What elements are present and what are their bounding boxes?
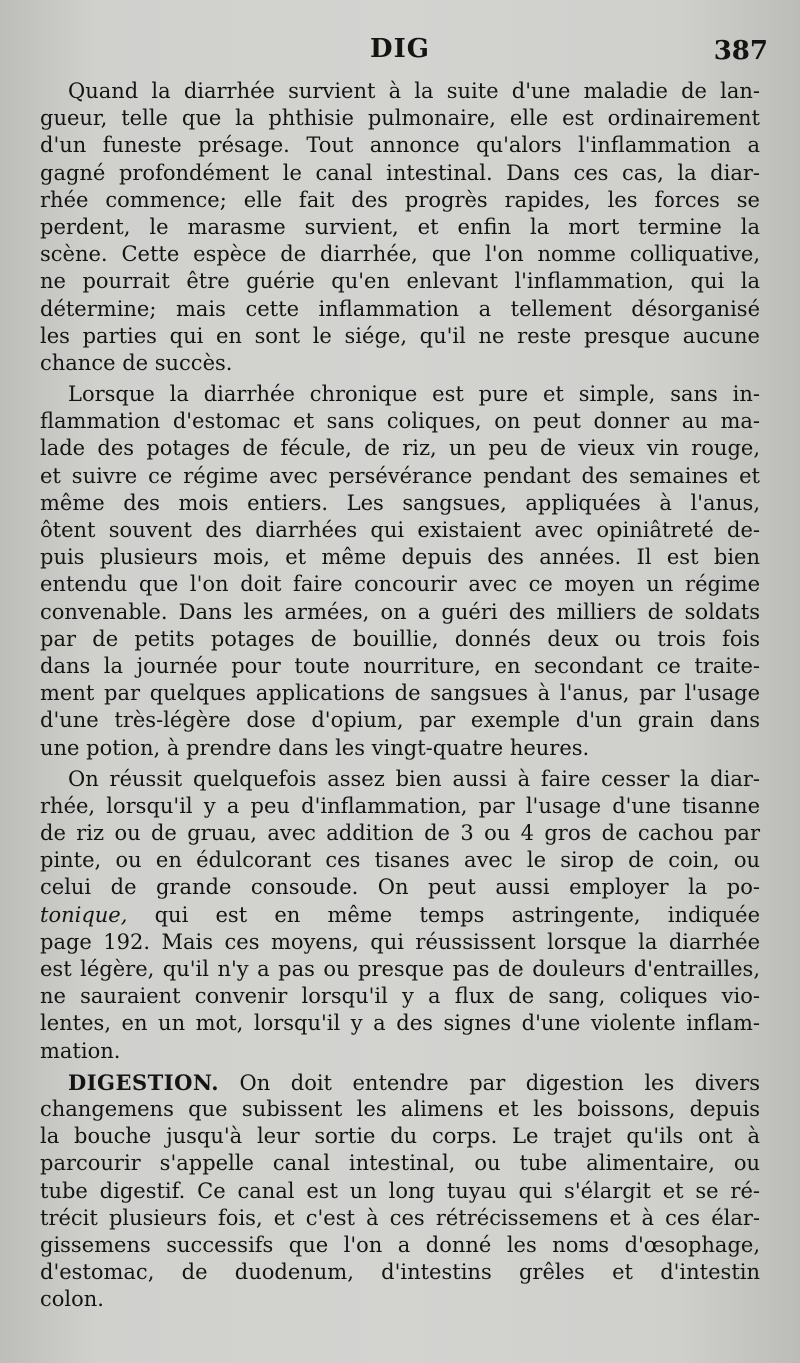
text-line: ne sauraient convenir lorsqu'il y a flux de sang, coliques vio- xyxy=(40,984,760,1009)
text-line: et suivre ce régime avec persévérance pendant des semaines et xyxy=(40,463,760,488)
text-line: de riz ou de gruau, avec addition de 3 ou 4 gros de cachou par xyxy=(40,821,760,846)
text-line: Quand la diarrhée survient à la suite d'une maladie de lan- xyxy=(68,79,760,103)
text-line: gueur, telle que la phthisie pulmonaire, elle est ordinairement xyxy=(40,106,760,131)
text-line: gissemens successifs que l'on a donné les noms d'œsophage, xyxy=(40,1232,760,1257)
text-line: d'estomac, de duodenum, d'intestins grêles et d'intestin xyxy=(40,1260,760,1285)
text-line: rhée, lorsqu'il y a peu d'inflammation, par l'usage d'une tisanne xyxy=(40,793,760,818)
text-run: qui est en même temps astringente, indiquée xyxy=(127,902,760,927)
text-line: la bouche jusqu'à leur sortie du corps. Le trajet qu'ils ont à xyxy=(40,1124,760,1149)
text-line: pinte, ou en édulcorant ces tisanes avec le sirop de coin, ou xyxy=(40,848,760,873)
paragraph-tisane-remedies xyxy=(40,766,760,1065)
text-line: On réussit quelquefois assez bien aussi à faire cesser la diar- xyxy=(68,766,760,791)
text-line: colon. xyxy=(40,1287,104,1312)
text-line: détermine; mais cette inflammation a tellement désorganisé xyxy=(40,296,760,321)
text-line xyxy=(40,902,760,929)
text-line: flammation d'estomac et sans coliques, on peut donner au ma- xyxy=(40,409,760,434)
text-line: lade des potages de fécule, de riz, un peu de vieux vin rouge, xyxy=(40,436,760,461)
text-line: entendu que l'on doit faire concourir avec ce moyen un régime xyxy=(40,572,760,597)
text-line: rhée commence; elle fait des progrès rapides, les forces se xyxy=(40,187,760,212)
text-line: est légère, qu'il n'y a pas ou presque pas de douleurs d'entrailles, xyxy=(40,957,760,981)
text-line: mation. xyxy=(40,1038,121,1063)
page-header xyxy=(0,34,800,74)
page-number: 387 xyxy=(713,36,768,66)
text-line xyxy=(40,1069,760,1096)
text-line: ment par quelques applications de sangsues à l'anus, par l'usage xyxy=(40,681,760,706)
text-line: gagné profondément le canal intestinal. Dans ces cas, la diar- xyxy=(40,160,760,185)
text-line: puis plusieurs mois, et même depuis des années. Il est bien xyxy=(40,545,760,570)
text-line: d'une très-légère dose d'opium, par exemple d'un grain dans xyxy=(40,708,760,733)
text-line: parcourir s'appelle canal intestinal, ou tube alimentaire, ou xyxy=(40,1151,760,1176)
paragraph-chronic-diarrhea xyxy=(40,381,760,762)
text-line: tube digestif. Ce canal est un long tuyau qui s'élargit et se ré- xyxy=(40,1178,760,1203)
text-line: d'un funeste présage. Tout annonce qu'alors l'inflammation a xyxy=(40,133,760,158)
text-line: par de petits potages de bouillie, donnés deux ou trois fois xyxy=(40,626,760,651)
body-text xyxy=(40,78,760,1313)
text-line: une potion, à prendre dans les vingt-quatre heures. xyxy=(40,735,590,760)
text-line: changemens que subissent les alimens et les boissons, depuis xyxy=(40,1096,760,1121)
running-head: DIG xyxy=(370,34,430,64)
text-line: convenable. Dans les armées, on a guéri des milliers de soldats xyxy=(40,599,760,624)
text-line: chance de succès. xyxy=(40,350,233,375)
text-line: Lorsque la diarrhée chronique est pure et simple, sans in- xyxy=(68,382,760,407)
text-line: ôtent souvent des diarrhées qui existaient avec opiniâtreté de- xyxy=(40,518,760,542)
text-line: scène. Cette espèce de diarrhée, que l'on nomme colliquative, xyxy=(40,242,760,267)
text-line: celui de grande consoude. On peut aussi employer la po- xyxy=(40,875,760,900)
text-line: lentes, en un mot, lorsqu'il y a des signes d'une violente inflam- xyxy=(40,1011,760,1036)
italic-term: tonique, xyxy=(40,902,128,927)
text-line: perdent, le marasme survient, et enfin la mort termine la xyxy=(40,214,760,239)
text-line: page 192. Mais ces moyens, qui réussissent lorsque la diarrhée xyxy=(40,929,760,954)
headword: DIGESTION. xyxy=(68,1069,220,1095)
text-line: même des mois entiers. Les sangsues, appliquées à l'anus, xyxy=(40,490,760,515)
text-line: les parties qui en sont le siége, qu'il ne reste presque aucune xyxy=(40,323,760,348)
entry-digestion xyxy=(40,1069,760,1314)
text-line: ne pourrait être guérie qu'en enlevant l'inflammation, qui la xyxy=(40,269,760,294)
text-line: dans la journée pour toute nourriture, en secondant ce traite- xyxy=(40,653,760,678)
text-line: trécit plusieurs fois, et c'est à ces rétrécissemens et à ces élar- xyxy=(40,1205,760,1230)
paragraph-colliquative-diarrhea xyxy=(40,78,760,377)
text-run: On doit entendre par digestion les divers xyxy=(219,1070,760,1095)
